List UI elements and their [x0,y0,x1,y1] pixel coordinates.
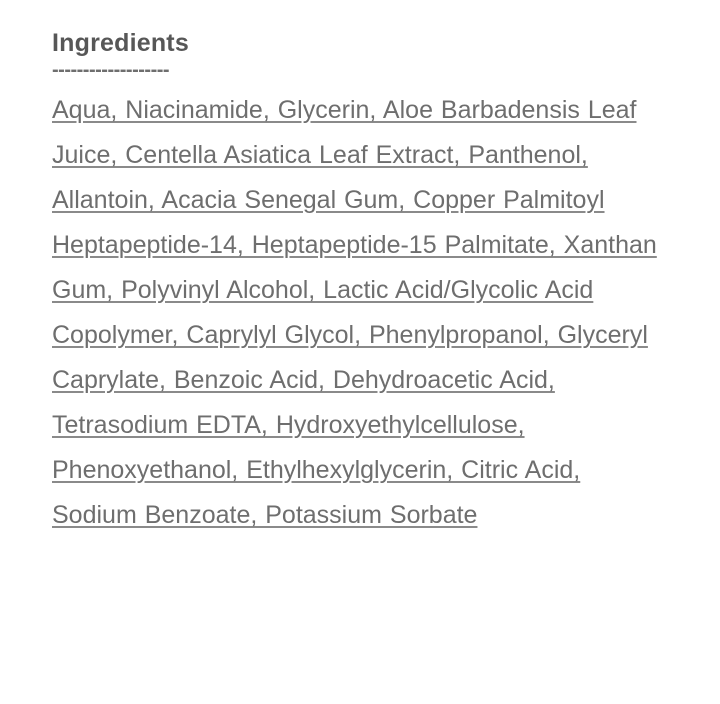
title-divider: ------------------- [52,60,170,80]
ingredients-text: Aqua, Niacinamide, Glycerin, Aloe Barbadensis Leaf Juice, Centella Asiatica Leaf Extract, Panthenol, Allantoin, Acacia Senegal Gum, Copper Palmitoyl Heptapeptide-14, Heptapeptide-15 Palmitate, Xanthan Gum, Polyvinyl Alcohol, Lactic Acid/Glycolic Acid Copolymer, Caprylyl Glycol, Phenylpropanol, Glyceryl Caprylate, Benzoic Acid, Dehydroacetic Acid, Tetrasodium EDTA, Hydroxyethylcellulose, Phenoxyethanol, Ethylhexylglycerin, Citric Acid, Sodium Benzoate, Potassium Sorbate [52,96,657,529]
page-title: Ingredients [52,29,189,57]
